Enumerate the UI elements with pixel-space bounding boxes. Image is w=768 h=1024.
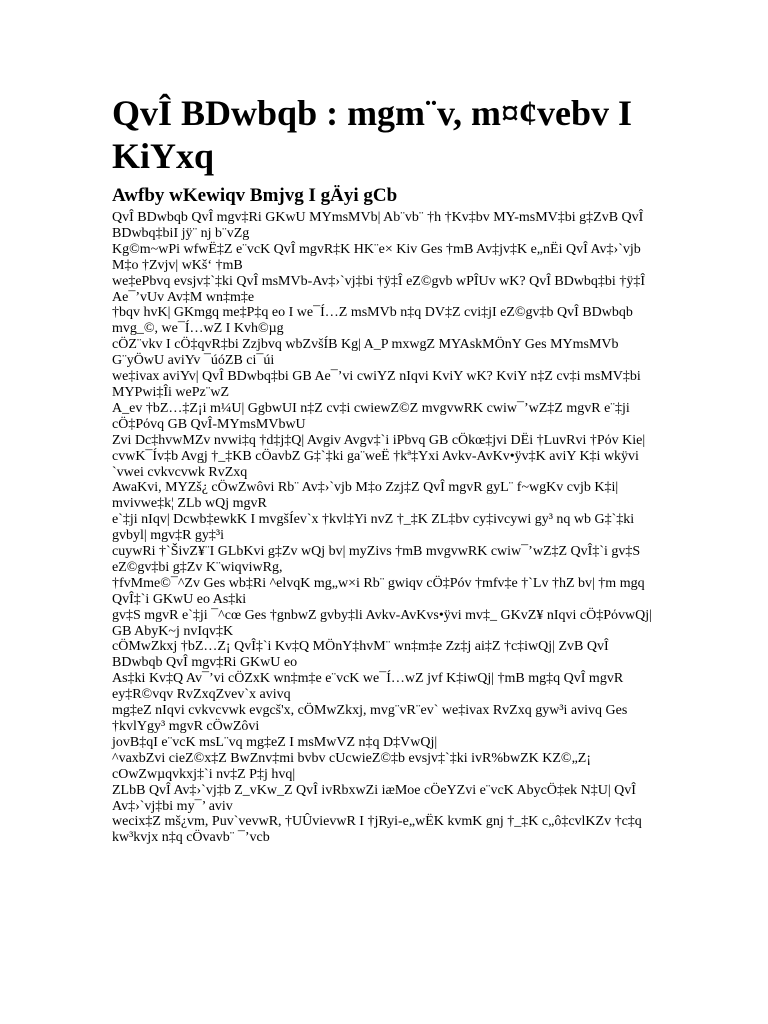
paragraph: we‡ePbvq evsjv‡`‡ki QvÎ msMVb-Av‡›`vj‡bi †ÿ‡Î eZ©gvb wPÎUv wK? QvÎ BDwbq‡bi †ÿ‡Î Ae¯’vUv Av‡M wn‡m‡e [112, 273, 645, 305]
paragraph: cuywRi †`ŠivZ¥¨I GLbKvi g‡Zv wQj bv| myZivs †mB mvgvwRK cwiw¯’wZ‡Z QvÎ‡`i gv‡S eZ©gv‡bi g‡Zv K¨wiqviwRg, [112, 544, 641, 575]
paragraph: cÖMwZkxj †bZ…Z¡ QvÎ‡`i Kv‡Q MÖnY‡hvM¨ wn‡m‡e Zz‡j ai‡Z †c‡iwQj| ZvB QvÎ BDwbqb QvÎ mgv‡Ri GKwU eo [112, 639, 609, 671]
paragraph: Zvi Dc‡hvwMZv nvwi‡q †d‡j‡Q| Avgiv Avgv‡`i iPbvq GB cÖkœ‡jvi DËi †LuvRvi †Pόv Kie| [112, 432, 646, 448]
paragraph: As‡ki Kv‡Q Av¯’vi cÖZxK wn‡m‡e e¨vcK we¯Í…wZ jvf K‡iwQj| †mB mg‡q QvÎ mgvR ey‡R©vqv RvZxqZvev`x avivq [112, 671, 624, 703]
paragraph: QvÎ BDwbqb QvÎ mgv‡Ri GKwU MYmsMVb| Ab¨vb¨ †h †Kv‡bv MY-msMV‡bi g‡ZvB QvÎ BDwbq‡biI jÿ¨ nj b¨vZg [112, 210, 644, 241]
document-body [112, 210, 657, 846]
paragraph: Kg©m~wPi wfwË‡Z e¨vcK QvÎ mgvR‡K HK¨e× Kiv Ges †mB Av‡jv‡K e„nËi QvÎ Av‡›`vjb M‡o †Zvjv| wKš‘ †mB [112, 241, 641, 273]
paragraph: ^vaxbZvi cieZ©x‡Z BwZnv‡mi bvbv cUcwieZ©‡b evsjv‡`‡ki ivR%bwZK KZ©„Z¡ cOwZwµqvkxj‡`i nv‡Z P‡j hvq| [112, 750, 591, 782]
paragraph: †bqv hvK| GKmgq me‡P‡q eo I we¯Í…Z msMVb n‡q DV‡Z cvi‡jI eZ©gv‡b QvÎ BDwbqb mvg_©, we¯Í…wZ I Kvh©µg [112, 305, 633, 337]
paragraph: gv‡S mgvR e`‡ji ¯^cœ Ges †gnbwZ gvby‡li Avkv-AvKvs•ÿvi mv‡_ GKvZ¥ nIqvi cÖ‡PόvwQj| GB AbyK~j nvIqv‡K [112, 607, 652, 639]
paragraph: A_ev †bZ…‡Z¡i m¼U| GgbwUI n‡Z cv‡i cwiewZ©Z mvgvwRK cwiw¯’wZ‡Z mgvR e¨‡ji cÖ‡Pόvq GB QvÎ-MYmsMVbwU [112, 400, 630, 432]
paragraph: e`‡ji nIqv| Dcwb‡ewkK I mvgšÍev`x †kvl‡Yi nvZ †_‡K ZL‡bv cy‡ivcywi gy³ nq wb G‡`‡ki gvbyl| mgv‡R gy‡³i [112, 512, 635, 544]
paragraph: cvwK¯Ív‡b Avgj †_‡KB cÖavbZ G‡`‡ki ga¨weË †kª‡Yxi Avkv-AvKv•ÿv‡K aviY K‡i wkÿvi `vwei cvkvcvwk RvZxq [112, 448, 639, 480]
paragraph: †fvMme©¯^Zv Ges wb‡Ri ^elvqK mg„w×i Rb¨ gwiqv cÖ‡Póv †mfv‡e †`Lv †hZ bv| †m mgq QvÎ‡`i GKwU eo As‡ki [112, 575, 645, 607]
document-page [112, 92, 657, 846]
document-title: QvÎ BDwbqb : mgm¨v, m¤¢vebv I KiYxq [112, 93, 633, 176]
paragraph: jovB‡qI e¨vcK msL¨vq mg‡eZ I msMwVZ n‡q D‡VwQj| [112, 734, 438, 750]
paragraph: ZLbB QvÎ Av‡›`vj‡b Z_vKw_Z QvÎ ivRbxwZi iæMoe cÖeYZvi e¨vcK AbycÖ‡ek N‡U| QvÎ Av‡›`vj‡bi my¯’ aviv [112, 782, 636, 814]
paragraph: cÖZ¨vkv I cÖ‡qvR‡bi Zzjbvq wbZvšÍB Kg| A_P mxwgZ MYAskMÖnY Ges MYmsMVb G¨yÖwU aviYv ¯úóZB ci¯úi [112, 337, 619, 369]
paragraph: we‡ivax aviYv| QvÎ BDwbq‡bi GB Ae¯’vi cwiYZ nIqvi KviY wK? KviY n‡Z cv‡i msMV‡bi MYPwi‡Îi wePz¨wZ [112, 369, 641, 400]
document-subtitle: Awfby wKewiqv Bmjvg I gÄyi gCb [112, 185, 398, 206]
paragraph: AwaKvi, MYZš¿ cÖwZwôvi Rb¨ Av‡›`vjb M‡o Zzj‡Z QvÎ mgvR gyL¨ f~wgKv cvjb K‡i| mvivwe‡k¦ ZLb wQj mgvR [112, 480, 619, 512]
paragraph: mg‡eZ nIqvi cvkvcvwk evgcš'x, cÖMwZkxj, mvg¨vR¨ev` we‡ivax RvZxq gyw³i avivq Ges †kvlYgy³ mgvR cÖwZôvi [112, 703, 628, 734]
paragraph: wecix‡Z mš¿vm, Puv`vevwR, †UÛvievwR I †jRyi-e„wËK kvmK gnj †_‡K c„ô‡cvlKZv †c‡q kw³kvjx n‡q cÖvavb¨ ¯’vcb [112, 814, 642, 846]
